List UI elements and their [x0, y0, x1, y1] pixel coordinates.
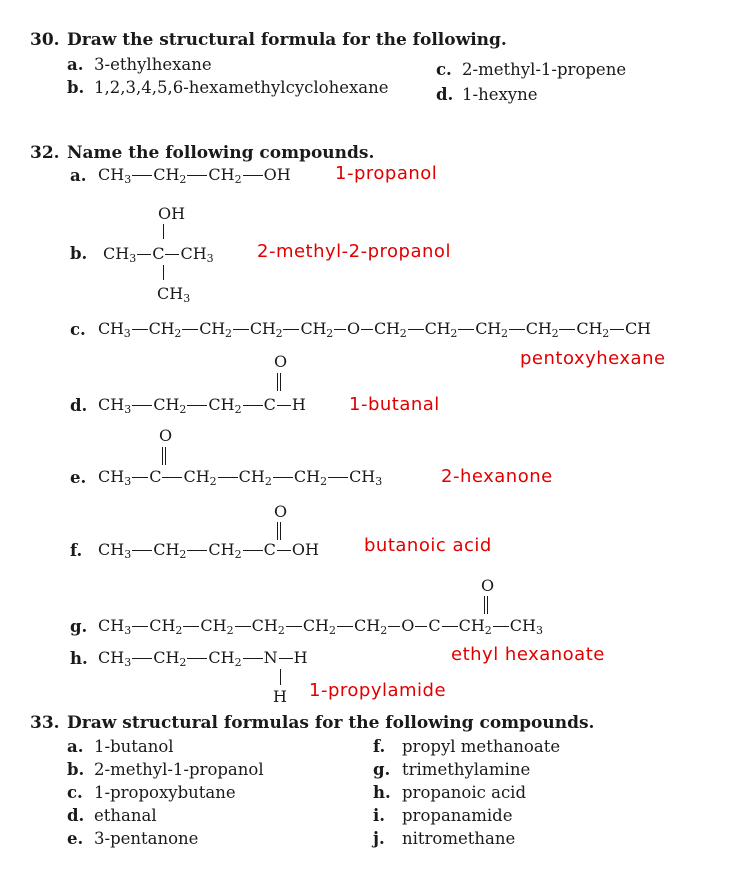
item-text: 3-pentanone — [94, 829, 199, 848]
item-label: f. — [373, 737, 386, 756]
question-number: 32. — [30, 143, 60, 163]
answer-a: 1-propanol — [335, 163, 438, 184]
item-label: d. — [70, 396, 88, 415]
item-label: i. — [373, 806, 386, 825]
item-label: c. — [70, 320, 86, 339]
item-text: propyl methanoate — [402, 737, 561, 756]
carbonyl-oxygen: O — [481, 576, 495, 595]
item-label: d. — [436, 85, 454, 104]
answer-f: butanoic acid — [364, 535, 492, 556]
item-label: b. — [70, 244, 88, 263]
item-label: a. — [67, 55, 84, 74]
question-number: 30. — [30, 30, 60, 50]
structural-formula-g: $CH_3$ $CH_2$ $CH_2$ $CH_2$ $CH_2$ $CH_2$ O C $CH_2$ $CH_3$ — [98, 616, 543, 637]
item-label: g. — [373, 760, 391, 779]
answer-e: 2-hexanone — [441, 466, 553, 487]
structural-formula-d: $CH_3$ $CH_2$ $CH_2$ C H — [98, 395, 306, 416]
structural-formula-h: $CH_3$ $CH_2$ $CH_2$ N H — [98, 648, 308, 669]
item-text: trimethylamine — [402, 760, 531, 779]
structural-formula-b: $CH_3$ C $CH_3$ — [103, 244, 214, 265]
question-number: 33. — [30, 713, 60, 733]
item-text: 3-ethylhexane — [94, 55, 212, 74]
item-text: 2-methyl-1-propene — [462, 60, 627, 79]
item-text: 1-hexyne — [462, 85, 538, 104]
structural-formula-e: $CH_3$ C $CH_2$ $CH_2$ $CH_2$ $CH_3$ — [98, 467, 383, 488]
item-text: propanoic acid — [402, 783, 527, 802]
item-label: b. — [67, 760, 85, 779]
item-label: e. — [70, 468, 87, 487]
question-prompt: Draw the structural formula for the following. — [67, 30, 507, 50]
answer-h: 1-propylamide — [309, 680, 447, 701]
answer-b: 2-methyl-2-propanol — [257, 241, 451, 262]
carbonyl-oxygen: O — [159, 426, 173, 445]
item-text: propanamide — [402, 806, 513, 825]
amine-hydrogen: H — [273, 687, 287, 706]
item-text: nitromethane — [402, 829, 516, 848]
item-label: b. — [67, 78, 85, 97]
structural-formula-a: $CH_3$ $CH_2$ $CH_2$ OH — [98, 165, 291, 186]
item-label: g. — [70, 617, 88, 636]
substituent-oh: OH — [158, 204, 186, 223]
substituent-ch3: $CH_3$ — [157, 284, 191, 305]
carbonyl-oxygen: O — [274, 502, 288, 521]
item-label: a. — [70, 166, 87, 185]
carbonyl-oxygen: O — [274, 352, 288, 371]
item-label: h. — [70, 649, 88, 668]
item-label: h. — [373, 783, 391, 802]
item-text: 1,2,3,4,5,6-hexamethylcyclohexane — [94, 78, 389, 97]
item-label: c. — [67, 783, 83, 802]
answer-g: ethyl hexanoate — [451, 644, 605, 665]
item-label: c. — [436, 60, 452, 79]
answer-c: pentoxyhexane — [520, 348, 666, 369]
structural-formula-f: $CH_3$ $CH_2$ $CH_2$ C OH — [98, 540, 319, 561]
question-prompt: Draw structural formulas for the following compounds. — [67, 713, 595, 733]
item-label: j. — [373, 829, 385, 848]
item-label: e. — [67, 829, 84, 848]
item-label: a. — [67, 737, 84, 756]
item-label: f. — [70, 541, 83, 560]
item-text: ethanal — [94, 806, 157, 825]
question-prompt: Name the following compounds. — [67, 143, 375, 163]
item-text: 2-methyl-1-propanol — [94, 760, 264, 779]
item-text: 1-propoxybutane — [94, 783, 236, 802]
structural-formula-c: $CH_3$ $CH_2$ $CH_2$ $CH_2$ $CH_2$ O $CH_2$ $CH_2$ $CH_2$ $CH_2$ $CH_2$ CH — [98, 319, 651, 340]
answer-d: 1-butanal — [349, 394, 440, 415]
item-text: 1-butanol — [94, 737, 174, 756]
item-label: d. — [67, 806, 85, 825]
